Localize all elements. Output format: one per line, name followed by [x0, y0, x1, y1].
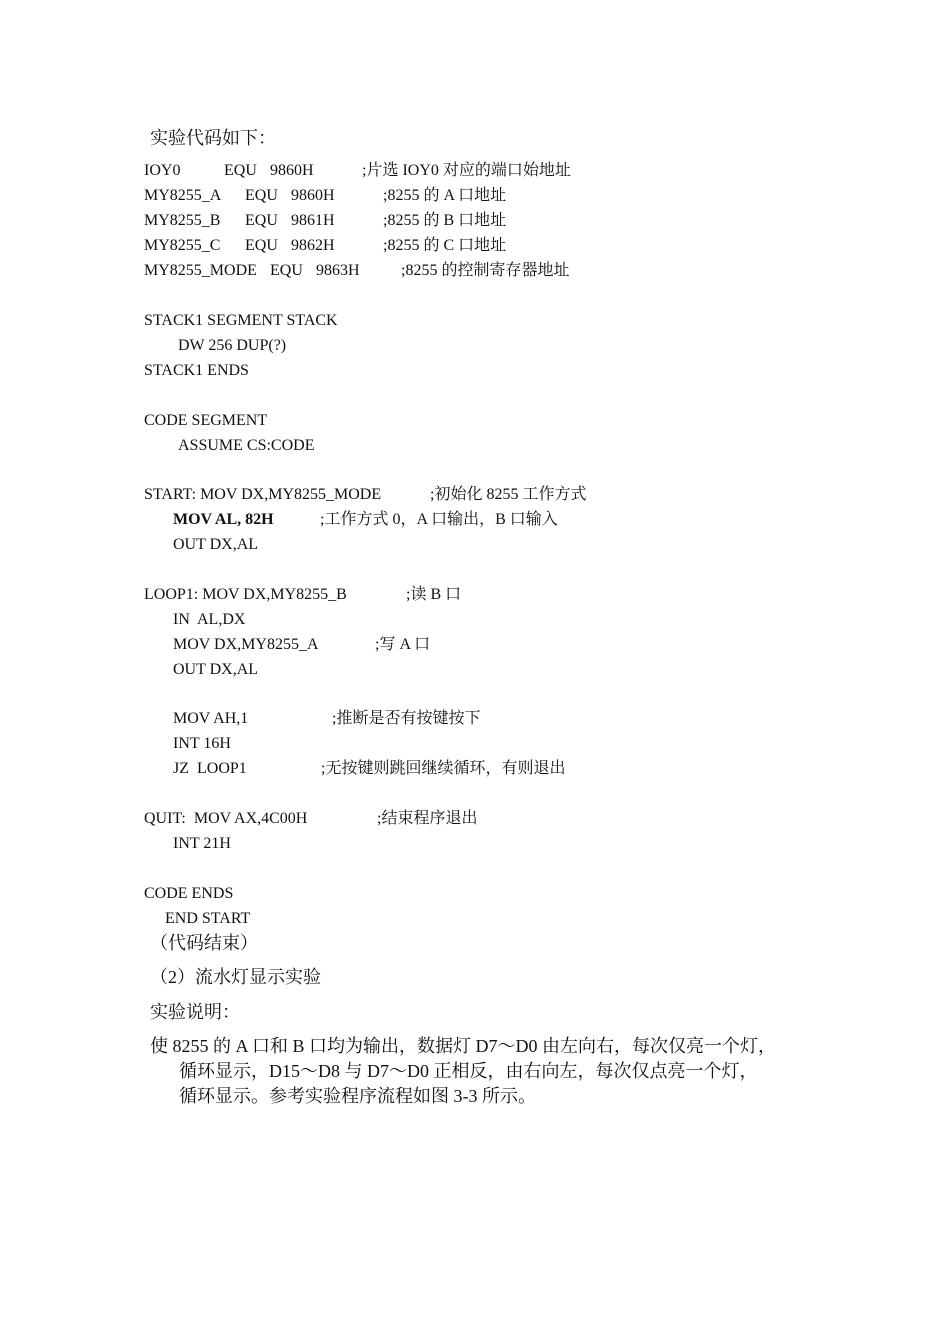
start-line: START: MOV DX,MY8255_MODE [144, 486, 382, 503]
def-value: 9863H [316, 262, 360, 279]
mov-ah-comment: ;推断是否有按键按下 [332, 710, 481, 727]
code-segment-line: CODE SEGMENT [144, 412, 268, 429]
section-title: （2）流水灯显示实验 [150, 967, 321, 987]
explain-heading: 实验说明： [150, 1002, 240, 1022]
def-op: EQU [245, 237, 278, 254]
end-start-line: END START [165, 910, 251, 927]
assume-line: ASSUME CS:CODE [178, 437, 315, 454]
def-comment: ;8255 的控制寄存器地址 [401, 262, 570, 279]
def-value: 9860H [270, 162, 314, 179]
def-name: MY8255_C [144, 237, 221, 254]
def-op: EQU [245, 187, 278, 204]
def-name: MY8255_B [144, 212, 221, 229]
mov-dx-a-comment: ;写 A 口 [375, 636, 431, 653]
def-comment: ;8255 的 A 口地址 [383, 187, 507, 204]
int16-line: INT 16H [173, 735, 231, 752]
mov-al-comment: ;工作方式 0，A 口输出，B 口输入 [320, 511, 558, 528]
code-end-note: （代码结束） [150, 933, 258, 953]
mov-dx-a-line: MOV DX,MY8255_A [173, 636, 319, 653]
jz-comment: ;无按键则跳回继续循环，有则退出 [321, 760, 566, 777]
start-comment: ;初始化 8255 工作方式 [430, 486, 587, 503]
jz-line: JZ LOOP1 [173, 760, 247, 777]
def-name: MY8255_MODE [144, 262, 257, 279]
out-line: OUT DX,AL [173, 536, 259, 553]
def-op: EQU [245, 212, 278, 229]
stack-dw-line: DW 256 DUP(?) [178, 337, 287, 354]
loop1-line: LOOP1: MOV DX,MY8255_B [144, 586, 347, 603]
code-ends-line: CODE ENDS [144, 885, 234, 902]
explain-line: 循环显示。参考实验程序流程如图 3-3 所示。 [179, 1086, 536, 1106]
def-value: 9861H [291, 212, 335, 229]
stack-ends-line: STACK1 ENDS [144, 362, 249, 379]
mov-al-line: MOV AL, 82H [173, 511, 274, 528]
mov-ah-line: MOV AH,1 [173, 710, 249, 727]
out-line: OUT DX,AL [173, 661, 259, 678]
explain-line: 循环显示，D15～D8 与 D7～D0 正相反，由右向左，每次仅点亮一个灯， [179, 1061, 758, 1081]
loop1-comment: ;读 B 口 [406, 586, 462, 603]
stack-segment-line: STACK1 SEGMENT STACK [144, 312, 338, 329]
def-comment: ;8255 的 B 口地址 [383, 212, 507, 229]
def-comment: ;8255 的 C 口地址 [383, 237, 507, 254]
def-value: 9860H [291, 187, 335, 204]
code-heading: 实验代码如下： [150, 128, 276, 148]
in-line: IN AL,DX [173, 611, 246, 628]
quit-comment: ;结束程序退出 [377, 810, 478, 827]
def-op: EQU [224, 162, 257, 179]
def-value: 9862H [291, 237, 335, 254]
def-op: EQU [270, 262, 303, 279]
def-name: IOY0 [144, 162, 181, 179]
int21-line: INT 21H [173, 835, 231, 852]
quit-line: QUIT: MOV AX,4C00H [144, 810, 308, 827]
def-name: MY8255_A [144, 187, 222, 204]
explain-line: 使 8255 的 A 口和 B 口均为输出，数据灯 D7～D0 由左向右，每次仅亮一个灯， [150, 1036, 777, 1056]
def-comment: ;片选 IOY0 对应的端口始地址 [362, 162, 571, 179]
